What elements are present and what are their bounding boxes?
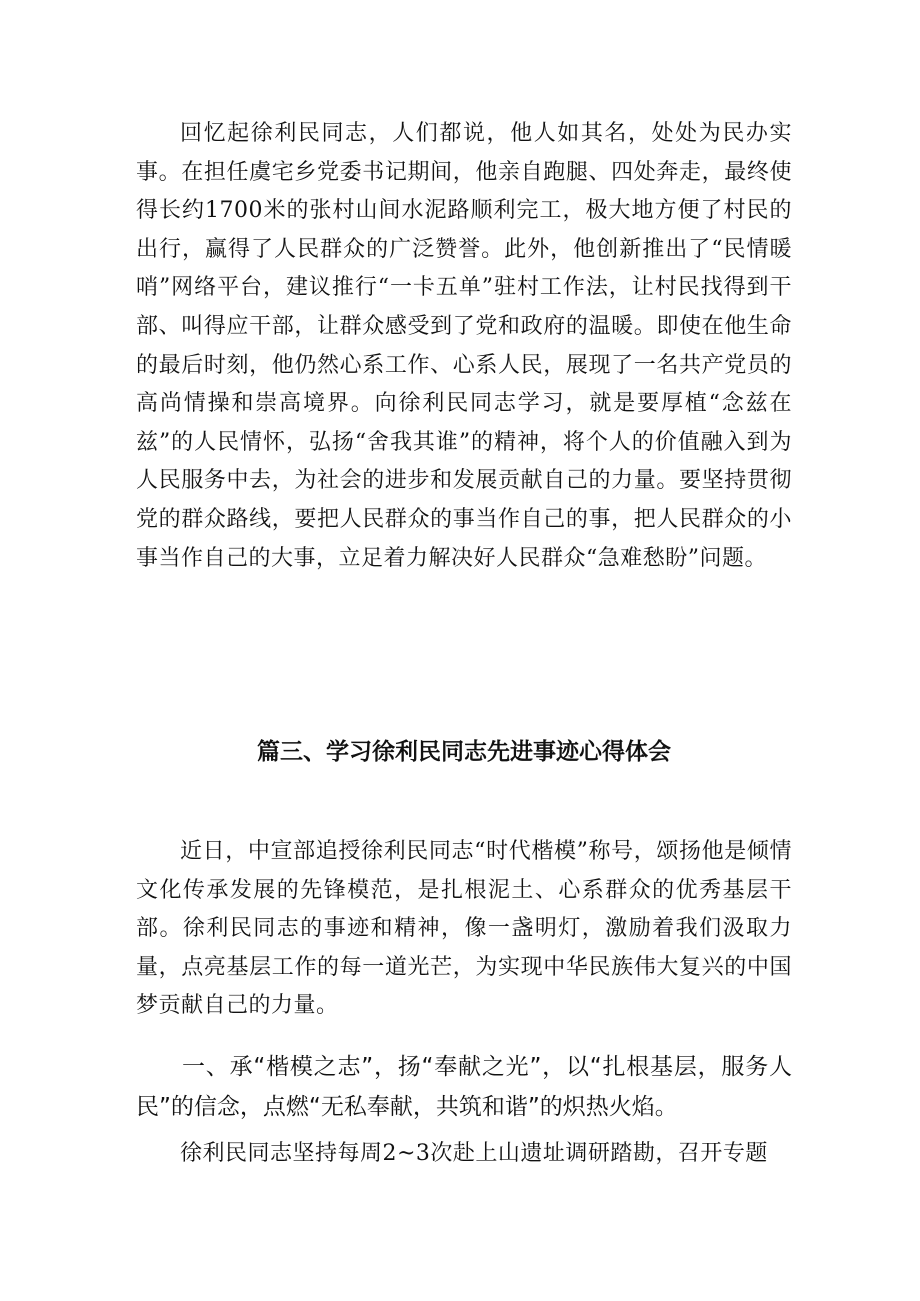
section-heading: 篇三、学习徐利民同志先进事迹心得体会 [257, 739, 671, 765]
body-paragraph-1: 回忆起徐利民同志，人们都说，他人如其名，处处为民办实事。在担任虞宅乡党委书记期间，他亲自跑腿、四处奔走，最终使得长约1700米的张村山间水泥路顺利完工，极大地方便了村民的出行，赢得了人民群众的广泛赞誉。此外，他创新推出了“民情暖哨”网络平台，建议推行“一卡五单”驻村工作法，让村民找得到干部、叫得应干部，让群众感受到了党和政府的温暖。即使在他生命的最后时刻，他仍然心系工作、心系人民，展现了一名共产党员的高尚情操和崇高境界。向徐利民同志学习，就是要厚植“念兹在兹”的人民情怀，弘扬“舍我其谁”的精神，将个人的价值融入到为人民服务中去，为社会的进步和发展贡献自己的力量。要坚持贯彻党的群众路线，要把人民群众的事当作自己的事，把人民群众的小事当作自己的大事，立足着力解决好人民群众“急难愁盼”问题。 [136, 121, 792, 571]
body-paragraph-3: 徐利民同志坚持每周2~3次赴上山遗址调研踏勘，召开专题 [180, 1141, 768, 1166]
body-paragraph-2: 近日，中宣部追授徐利民同志“时代楷模”称号，颂扬他是倾情文化传承发展的先锋模范，是扎根泥土、心系群众的优秀基层干部。徐利民同志的事迹和精神，像一盏明灯，激励着我们汲取力量，点亮基层工作的每一道光芒，为实现中华民族伟大复兴的中国梦贡献自己的力量。 [136, 839, 792, 1019]
subheading-1: 一、承“楷模之志”，扬“奉献之光”，以“扎根基层，服务人民”的信念，点燃“无私奉献，共筑和谐”的炽热火焰。 [136, 1054, 792, 1120]
